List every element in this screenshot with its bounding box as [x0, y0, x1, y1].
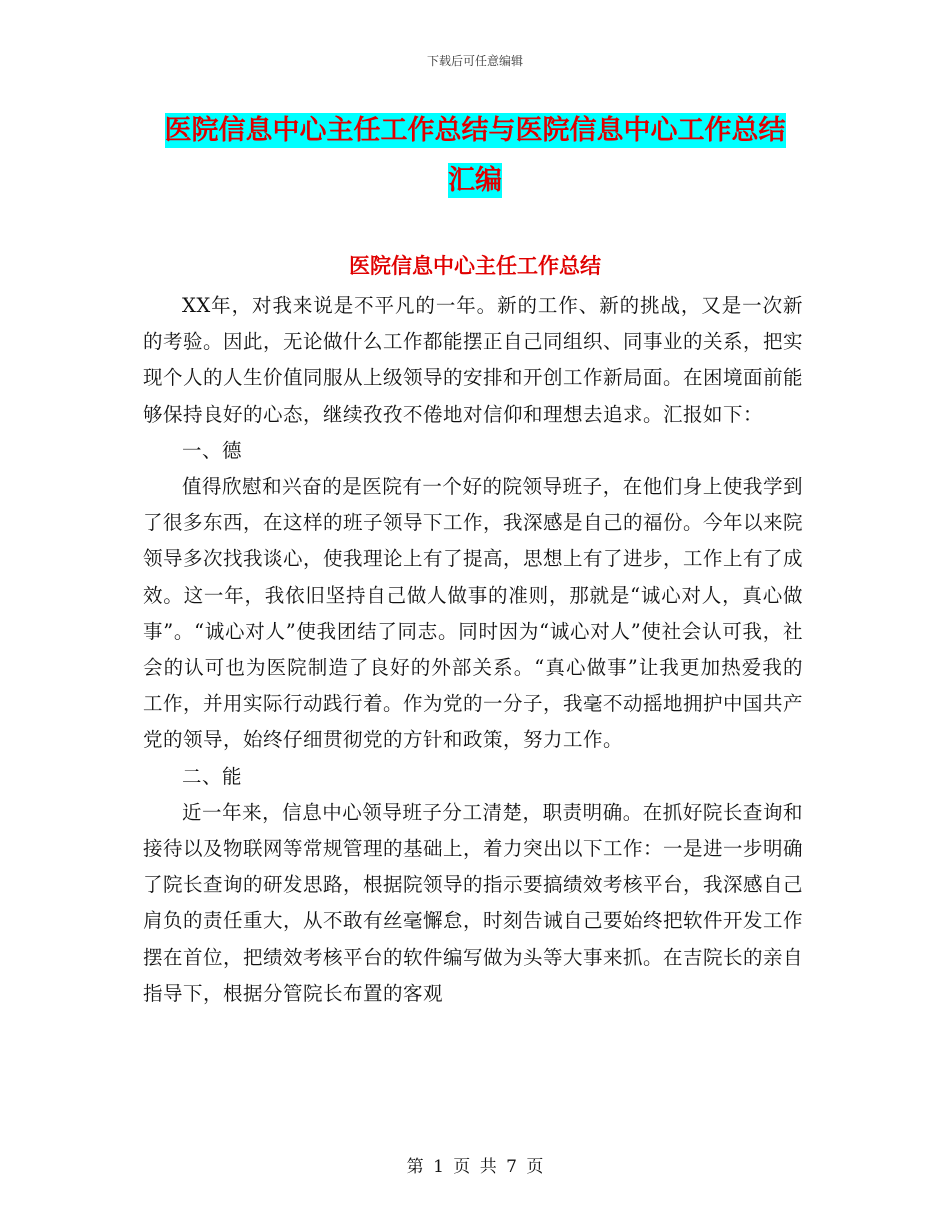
header-note: 下载后可任意编辑 [426, 54, 523, 68]
heading-virtue: 一、德 [182, 438, 243, 462]
paragraph-ability: 近一年来，信息中心领导班子分工清楚，职责明确。在抓好院长查询和接待以及物联网等常规管理的基础上，着力突出以下工作：一是进一步明确了院长查询的研发思路，根据院领导的指示要搞绩效考核平台，我深感自己肩负的责任重大，从不敢有丝毫懈怠，时刻告诫自己要始终把软件开发工作摆在首位，把绩效考核平台的软件编写做为头等大事来抓。在吉院长的亲自指导下，根据分管院长布置的客观 [143, 800, 804, 1005]
paragraph-intro: XX年，对我来说是不平凡的一年。新的工作、新的挑战，又是一次新的考验。因此，无论做什么工作都能摆正自己同组织、同事业的关系，把实现个人的人生价值同服从上级领导的安排和开创工作新局面。在困境面前能够保持良好的心态，继续孜孜不倦地对信仰和理想去追求。汇报如下： [143, 294, 804, 426]
document-title [140, 106, 810, 206]
body-text [143, 288, 803, 1012]
paragraph-virtue: 值得欣慰和兴奋的是医院有一个好的院领导班子，在他们身上使我学到了很多东西，在这样的班子领导下工作，我深感是自己的福份。今年以来院领导多次找我谈心，使我理论上有了提高，思想上有了进步，工作上有了成效。这一年，我依旧坚持自己做人做事的准则，那就是“诚心对人，真心做事”。“诚心对人”使我团结了同志。同时因为“诚心对人”使社会认可我，社会的认可也为医院制造了良好的外部关系。“真心做事”让我更加热爱我的工作，并用实际行动践行着。作为党的一分子，我毫不动摇地拥护中国共产党的领导，始终仔细贯彻党的方针和政策，努力工作。 [143, 475, 804, 752]
heading-ability: 二、能 [182, 764, 243, 788]
document-title-line-2: 汇编 [448, 165, 502, 196]
document-title-line-1: 医院信息中心主任工作总结与医院信息中心工作总结 [164, 115, 786, 146]
page-footer: 第 1 页 共 7 页 [406, 1157, 544, 1177]
section-title: 医院信息中心主任工作总结 [349, 254, 601, 278]
